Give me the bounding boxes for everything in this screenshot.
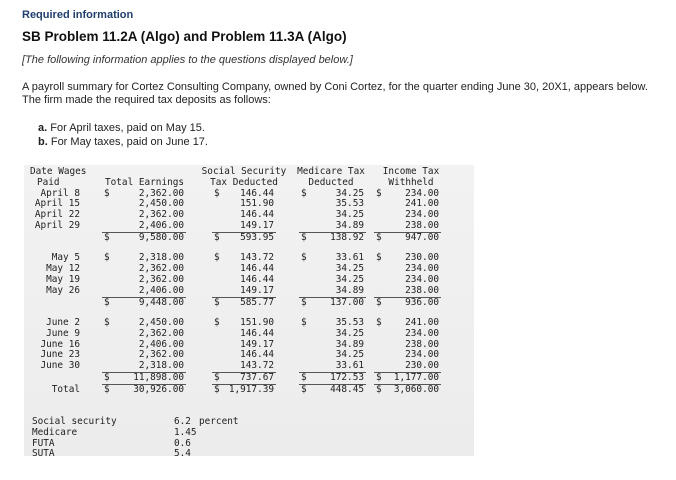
row-date: May 12 (46, 263, 80, 275)
may-subtotal-social-security-dollar-sign: $ (214, 296, 220, 308)
row-medicare-dollar-sign: $ (301, 317, 307, 329)
row-social-security-dollar-sign: $ (214, 187, 220, 199)
row-medicare: 34.25 (335, 349, 364, 361)
april-subtotal-medicare: 138.92 (330, 231, 364, 243)
header-social-line2: Tax Deducted (210, 176, 278, 188)
row-medicare: 34.25 (335, 187, 364, 199)
row-date: May 5 (51, 252, 80, 264)
row-total-earnings-dollar-sign: $ (104, 252, 110, 264)
june-subtotal-medicare: 172.53 (330, 372, 364, 384)
row-total-earnings-dollar-sign: $ (104, 187, 110, 199)
rate-value: 6.2 (174, 416, 191, 427)
may-subtotal-medicare: 137.00 (330, 296, 364, 308)
row-medicare-dollar-sign: $ (301, 252, 307, 264)
row-date: June 30 (40, 360, 80, 372)
row-total-earnings: 2,318.00 (138, 252, 184, 264)
row-total-earnings: 2,362.00 (138, 209, 184, 221)
row-medicare: 35.53 (335, 198, 364, 210)
grand-total-medicare-dollar-sign: $ (301, 383, 307, 395)
rate-label: SUTA (32, 448, 55, 460)
row-income-tax: 234.00 (405, 263, 439, 275)
grand-total-social-security: 1,917.39 (228, 383, 274, 395)
row-total-earnings: 2,318.00 (138, 360, 184, 372)
header-date-line2: Paid (37, 176, 60, 188)
row-social-security: 149.17 (240, 284, 274, 296)
row-social-security: 149.17 (240, 338, 274, 350)
row-social-security: 143.72 (240, 252, 274, 264)
row-income-tax: 234.00 (405, 209, 439, 221)
row-medicare: 34.25 (335, 327, 364, 339)
row-social-security: 146.44 (240, 273, 274, 285)
row-social-security: 146.44 (240, 263, 274, 275)
deposit-item-a (38, 122, 205, 134)
june-subtotal-income-tax-dollar-sign: $ (376, 372, 382, 384)
row-total-earnings: 2,450.00 (138, 198, 184, 210)
rate-value: 1.45 (174, 426, 197, 438)
grand-total-income-tax: 3,060.00 (393, 383, 439, 395)
row-medicare: 34.25 (335, 263, 364, 275)
row-medicare: 35.53 (335, 317, 364, 329)
deposit-text: For April taxes, paid on May 15. (50, 122, 205, 134)
rate-label: Medicare (32, 426, 78, 438)
row-income-tax-dollar-sign: $ (376, 187, 382, 199)
row-total-earnings-dollar-sign: $ (104, 317, 110, 329)
april-subtotal-medicare-dollar-sign: $ (301, 231, 307, 243)
deposit-letter: a. (38, 122, 48, 134)
row-date: May 19 (46, 273, 80, 285)
april-subtotal-earnings-dollar-sign: $ (104, 231, 110, 243)
rate-label: Social security (32, 416, 117, 427)
row-medicare: 34.89 (335, 338, 364, 350)
row-income-tax: 241.00 (405, 198, 439, 210)
rate-unit: percent (199, 416, 239, 427)
row-income-tax: 238.00 (405, 284, 439, 296)
row-total-earnings: 2,362.00 (138, 263, 184, 275)
row-social-security: 151.90 (240, 317, 274, 329)
april-subtotal-income-tax-dollar-sign: $ (376, 231, 382, 243)
may-subtotal-earnings: 9,448.00 (138, 296, 184, 308)
june-subtotal-social-security: 737.67 (240, 372, 274, 384)
may-subtotal-income-tax: 936.00 (405, 296, 439, 308)
grand-total-earnings: 30,926.00 (133, 383, 184, 395)
grand-total-earnings-dollar-sign: $ (104, 383, 110, 395)
deposit-item-b (38, 136, 208, 148)
grand-total-social-security-dollar-sign: $ (214, 383, 220, 395)
row-date: April 22 (34, 209, 80, 221)
row-social-security: 149.17 (240, 220, 274, 231)
row-social-security: 146.44 (240, 209, 274, 221)
row-social-security-dollar-sign: $ (214, 317, 220, 329)
header-medicare-line2: Deducted (308, 176, 354, 188)
row-total-earnings: 2,450.00 (138, 317, 184, 329)
row-social-security: 146.44 (240, 327, 274, 339)
row-social-security-dollar-sign: $ (214, 252, 220, 264)
row-medicare: 34.25 (335, 209, 364, 221)
row-total-earnings: 2,362.00 (138, 327, 184, 339)
row-total-earnings: 2,362.00 (138, 187, 184, 199)
row-medicare: 34.89 (335, 220, 364, 231)
june-subtotal-income-tax: 1,177.00 (393, 372, 439, 384)
row-medicare: 33.61 (335, 252, 364, 264)
header-medicare-line1: Medicare Tax (297, 166, 365, 177)
row-date: June 23 (40, 349, 80, 361)
grand-total-income-tax-dollar-sign: $ (376, 383, 382, 395)
rate-value: 5.4 (174, 448, 191, 460)
row-income-tax: 241.00 (405, 317, 439, 329)
deposit-letter: b. (38, 136, 48, 148)
rate-label: FUTA (32, 437, 55, 449)
row-income-tax: 238.00 (405, 338, 439, 350)
row-social-security: 146.44 (240, 187, 274, 199)
header-income-line2: Withheld (388, 176, 434, 188)
row-total-earnings: 2,406.00 (138, 338, 184, 350)
intro-paragraph: A payroll summary for Cortez Consulting Company, owned by Coni Cortez, for the quarter ending June 30, 20X1, appears below. The firm made the required tax deposits as follows: (22, 81, 648, 106)
april-subtotal-earnings: 9,580.00 (138, 231, 184, 243)
header-income-line1: Income Tax (382, 166, 440, 177)
row-total-earnings: 2,406.00 (138, 284, 184, 296)
row-social-security: 146.44 (240, 349, 274, 361)
row-total-earnings: 2,362.00 (138, 349, 184, 361)
grand-total-medicare: 448.45 (330, 383, 364, 395)
required-information-label: Required information (22, 9, 134, 21)
june-subtotal-medicare-dollar-sign: $ (301, 372, 307, 384)
row-total-earnings: 2,406.00 (138, 220, 184, 231)
row-income-tax: 234.00 (405, 273, 439, 285)
rate-value: 0.6 (174, 437, 191, 449)
june-subtotal-earnings: 11,898.00 (133, 372, 184, 384)
row-medicare-dollar-sign: $ (301, 187, 307, 199)
row-income-tax: 238.00 (405, 220, 439, 231)
row-date: April 8 (40, 187, 80, 199)
problem-title: SB Problem 11.2A (Algo) and Problem 11.3A (Algo) (22, 29, 347, 44)
may-subtotal-medicare-dollar-sign: $ (301, 296, 307, 308)
april-subtotal-social-security: 593.95 (240, 231, 274, 243)
row-medicare: 34.25 (335, 273, 364, 285)
june-subtotal-earnings-dollar-sign: $ (104, 372, 110, 384)
row-income-tax: 234.00 (405, 187, 439, 199)
row-medicare: 34.89 (335, 284, 364, 296)
row-date: June 9 (46, 327, 80, 339)
row-date: June 16 (40, 338, 80, 350)
may-subtotal-earnings-dollar-sign: $ (104, 296, 110, 308)
row-income-tax: 230.00 (405, 360, 439, 372)
row-total-earnings: 2,362.00 (138, 273, 184, 285)
payroll-summary-table (24, 165, 474, 460)
row-date: June 2 (46, 317, 80, 329)
row-income-tax: 234.00 (405, 349, 439, 361)
may-subtotal-income-tax-dollar-sign: $ (376, 296, 382, 308)
row-date: April 29 (34, 220, 80, 231)
april-subtotal-income-tax: 947.00 (405, 231, 439, 243)
deposit-text: For May taxes, paid on June 17. (50, 136, 208, 148)
info-note: [The following information applies to the questions displayed below.] (22, 54, 353, 66)
row-medicare: 33.61 (335, 360, 364, 372)
row-income-tax-dollar-sign: $ (376, 317, 382, 329)
row-income-tax: 234.00 (405, 327, 439, 339)
grand-total-label: Total (51, 383, 80, 395)
header-date-line1: Date Wages (30, 166, 87, 177)
may-subtotal-social-security: 585.77 (240, 296, 274, 308)
row-social-security: 143.72 (240, 360, 274, 372)
june-subtotal-social-security-dollar-sign: $ (214, 372, 220, 384)
row-date: May 26 (46, 284, 80, 296)
header-total-earnings: Total Earnings (105, 176, 185, 188)
row-date: April 15 (34, 198, 80, 210)
row-income-tax: 230.00 (405, 252, 439, 264)
row-income-tax-dollar-sign: $ (376, 252, 382, 264)
header-social-line1: Social Security (201, 166, 287, 177)
row-social-security: 151.90 (240, 198, 274, 210)
april-subtotal-social-security-dollar-sign: $ (214, 231, 220, 243)
